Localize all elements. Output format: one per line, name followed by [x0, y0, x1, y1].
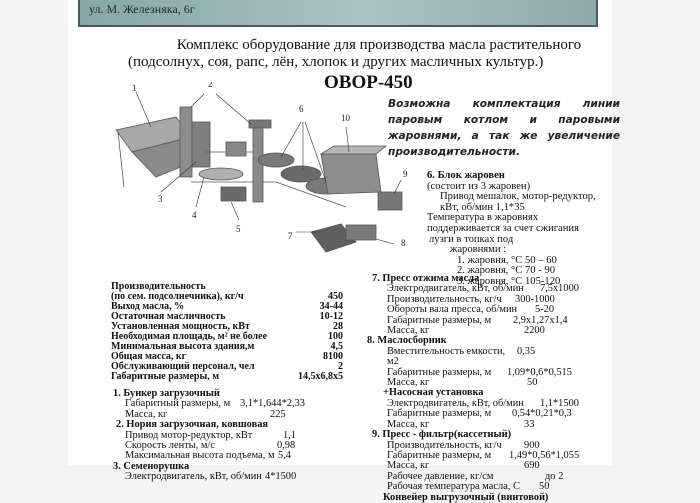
component-1-title: 1. Бункер загрузочный: [113, 388, 220, 399]
model-name: ОВОР-450: [324, 72, 413, 93]
equipment-diagram: [96, 82, 416, 262]
spec-row: Установленная мощность, кВт 28: [111, 321, 343, 332]
spec-row: Обслуживающий персонал, чел 2: [111, 361, 343, 372]
spec-row: Остаточная масличность 10-12: [111, 311, 343, 322]
header-address: ул. М. Железняка, 6г: [89, 2, 195, 16]
component-7-title: 7. Пресс отжима масла: [372, 273, 480, 284]
svg-text:7: 7: [288, 231, 293, 241]
spec-row: Производительность: [111, 281, 206, 292]
document-title-line2: (подсолнух, соя, рапс, лён, хлопок и других масличных культур.): [128, 54, 544, 70]
svg-text:6: 6: [299, 104, 304, 114]
svg-text:4: 4: [192, 210, 197, 220]
component-3-title: 3. Семенорушка: [113, 460, 190, 472]
header-banner: [78, 0, 598, 27]
component-9-title: 9. Пресс - фильтр(кассетный): [372, 429, 512, 441]
component-2-title: 2. Нория загрузочная, ковшовая: [116, 419, 269, 431]
component-8-title: 8. Маслосборник: [367, 335, 447, 347]
document-title-line1: Комплекс оборудование для производства масла растительного: [176, 37, 582, 53]
configuration-note: Возможна комплектация линии паровым котлом и паровыми жаровнями, а так же увеличение производительности.: [388, 98, 620, 158]
spec-row: Выход масла, % 34-44: [111, 301, 343, 312]
pump-unit-title: +Насосная установка: [383, 387, 484, 399]
conveyor-title: Конвейер выгрузочный (винтовой): [383, 491, 549, 503]
component-subtitle: (состоит из 3 жаровен): [427, 180, 531, 192]
svg-text:2: 2: [208, 82, 213, 89]
svg-text:9: 9: [403, 169, 408, 179]
component-6-roasters: 6. Блок жаровен (состоит из 3 жаровен) Привод мешалок, мотор-редуктор, кВт, об/мин 1,1*35 Температура в жаровнях поддерживается за счет сжигания лузги в топках под жаровнями : 1. жаровня, °С 50 – 60 2. жаровня, °С 70 - 90 3. жаровня, °С 105-120: [427, 170, 596, 287]
spec-row: (по сем. подсолнечника), кг/ч 450: [111, 291, 343, 302]
svg-text:8: 8: [401, 238, 406, 248]
svg-text:5: 5: [236, 224, 241, 234]
svg-text:1: 1: [132, 83, 137, 93]
components-left: 1. Бункер загрузочный Габаритный размеры, м 3,1*1,644*2,33 Масса, кг 225 2. Нория загрузочная, ковшовая Привод мотор-редуктор, кВт 1,1 Скорость ленты, м/с 0,98 Максимальная высота подъема, м 5,4 3. Семенорушка Электродвигатель, кВт, об/мин 4*1500: [113, 389, 323, 483]
spec-row: Габаритные размеры, м 14,5х6,8х5: [111, 371, 343, 382]
component-title: 6. Блок жаровен: [427, 170, 505, 181]
spec-row: Общая масса, кг 8100: [111, 351, 343, 362]
spec-row: Минимальная высота здания,м 4,5: [111, 341, 343, 352]
svg-text:3: 3: [158, 194, 163, 204]
spec-row: Необходимая площадь, м² не более 100: [111, 331, 343, 342]
components-right: 7. Пресс отжима масла Электродвигатель, кВт, об/мин 7,5х1000 Производительность, кг/ч 300-1000 Обороты вала пресса, об/мин 5-20 Габаритные размеры, м 2,9х1,27х1,4 Масса, кг 2200 8. Маслосборник Вместительность емкости, м2 0,35 Габаритные размеры, м 1,09*0,6*0,515 Масса, кг 50 +Насосная установка Электродвигатель, кВт, об/мин 1,1*1500 Габаритные размеры, м 0,54*0,21*0,3 Масса, кг 33 9. Пресс - фильтр(кассетный) Производительность, кг/ч 900 Габаритные размеры, м 1,49*0,56*1,055 Масса, кг 690 Рабочее давление, кг/см до 2 Рабочая температура масла, С 50 Конвейер выгрузочный (винтовой): [367, 274, 617, 503]
svg-text:10: 10: [341, 113, 350, 123]
overall-specifications: [111, 282, 343, 382]
